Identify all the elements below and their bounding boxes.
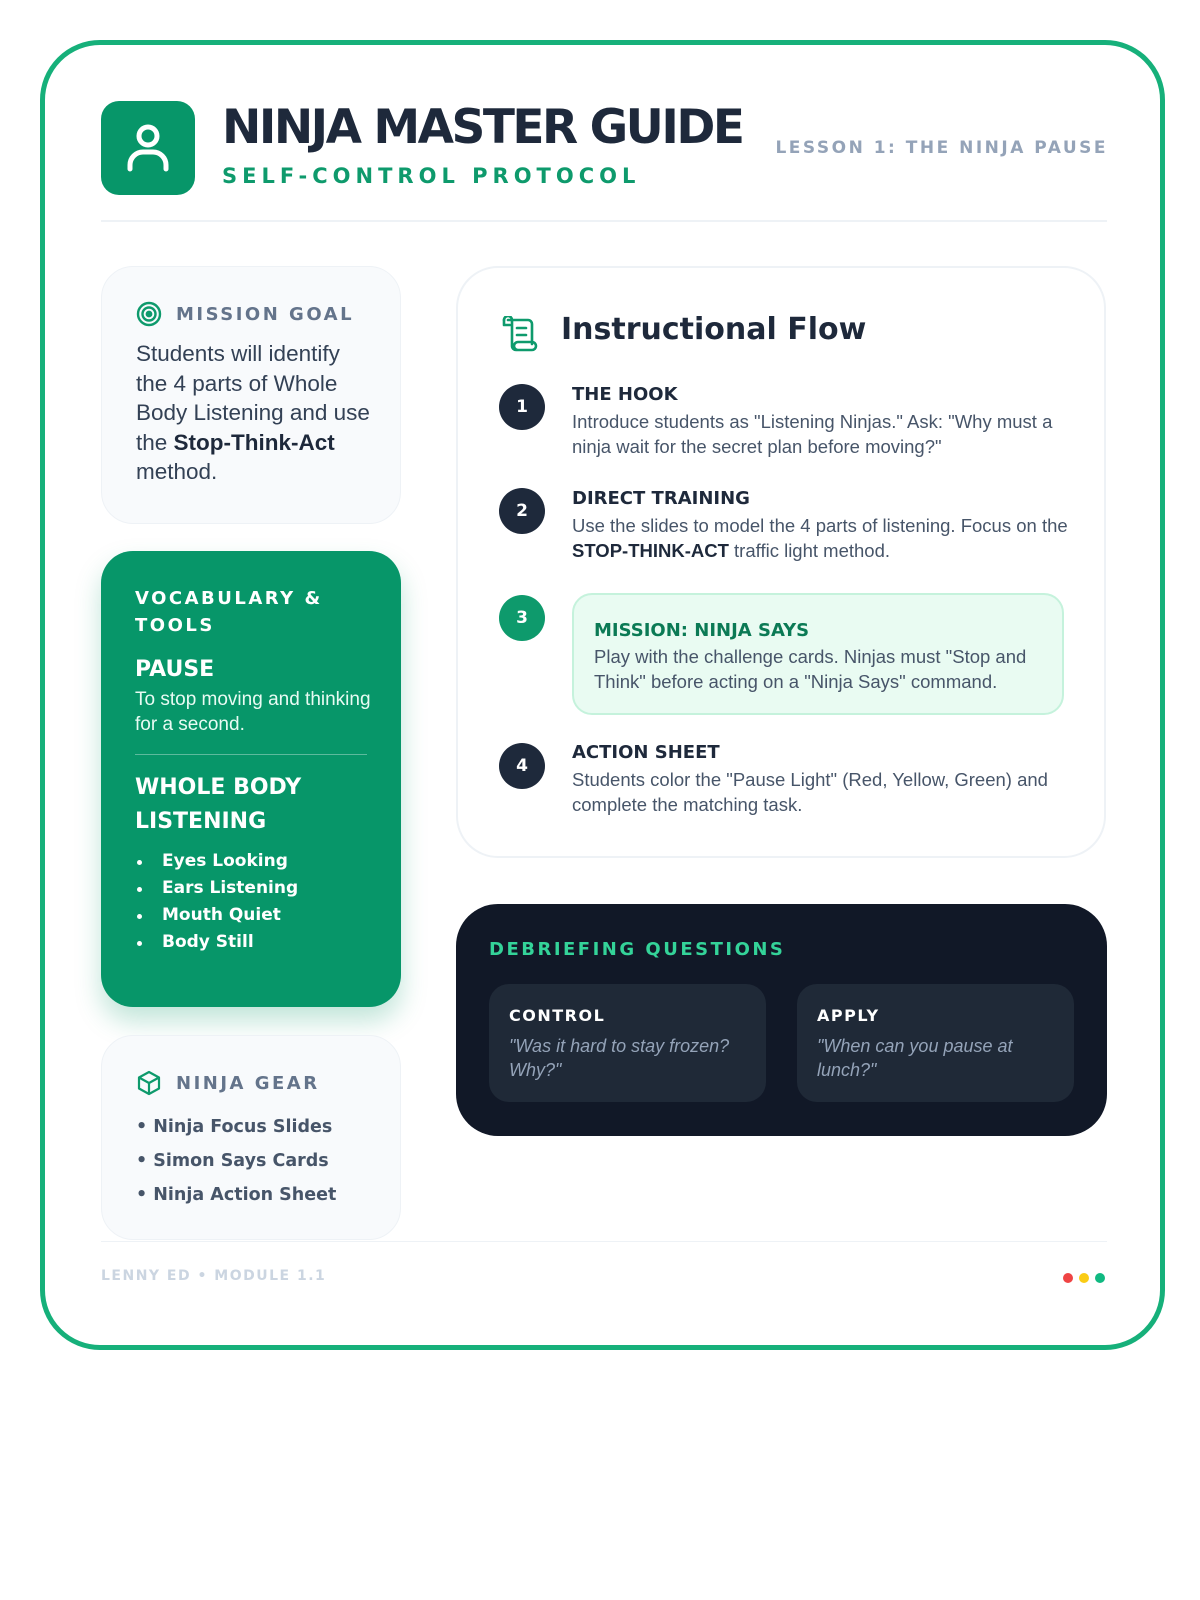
page-subtitle: SELF-CONTROL PROTOCOL bbox=[222, 164, 641, 188]
step-number: 4 bbox=[499, 743, 545, 789]
page-title: NINJA MASTER GUIDE bbox=[222, 100, 743, 155]
vocab-term-whole-body-listening: WHOLE BODY LISTENING bbox=[135, 775, 302, 834]
list-item: • Simon Says Cards bbox=[136, 1144, 336, 1178]
debriefing-card bbox=[456, 904, 1107, 1136]
footer-divider bbox=[101, 1241, 1107, 1242]
mission-goal-label: MISSION GOAL bbox=[176, 303, 355, 325]
highlighted-step bbox=[572, 593, 1064, 715]
list-item: • Ninja Focus Slides bbox=[136, 1110, 336, 1144]
list-item: Mouth Quiet bbox=[135, 902, 298, 929]
vocabulary-heading: VOCABULARY & TOOLS bbox=[135, 588, 323, 636]
mission-goal-heading bbox=[136, 301, 354, 327]
gear-list bbox=[136, 1110, 336, 1212]
instructional-flow-card bbox=[456, 266, 1106, 858]
step-title: THE HOOK bbox=[572, 384, 678, 405]
ninja-gear-heading bbox=[136, 1070, 320, 1096]
step-number: 1 bbox=[499, 384, 545, 430]
question-label: CONTROL bbox=[509, 1006, 606, 1025]
question-card-apply bbox=[797, 984, 1074, 1102]
vocab-definition-pause: To stop moving and thinking for a second. bbox=[135, 689, 371, 735]
step-description: Play with the challenge cards. Ninjas must "Stop and Think" before acting on a "Ninja Says" command. bbox=[594, 646, 1027, 692]
lesson-label: LESSON 1: THE NINJA PAUSE bbox=[775, 138, 1108, 158]
user-icon bbox=[125, 123, 171, 173]
debriefing-heading: DEBRIEFING QUESTIONS bbox=[489, 939, 786, 960]
step-title: MISSION: NINJA SAYS bbox=[594, 620, 810, 641]
red-dot bbox=[1063, 1273, 1073, 1283]
ninja-gear-label: NINJA GEAR bbox=[176, 1072, 320, 1094]
traffic-light-dots bbox=[1063, 1273, 1105, 1283]
mission-goal-text: Students will identify the 4 parts of Whole Body Listening and use the Stop-Think-Act method. bbox=[136, 341, 370, 484]
vocabulary-card bbox=[101, 551, 401, 1007]
list-item: Ears Listening bbox=[135, 875, 298, 902]
ninja-gear-card bbox=[101, 1035, 401, 1240]
question-card-control bbox=[489, 984, 766, 1102]
mission-goal-card bbox=[101, 266, 401, 524]
header-divider bbox=[101, 220, 1107, 222]
logo-badge bbox=[101, 101, 195, 195]
target-icon bbox=[136, 301, 162, 327]
step-title: ACTION SHEET bbox=[572, 742, 720, 763]
list-item: Eyes Looking bbox=[135, 848, 298, 875]
cube-icon bbox=[136, 1070, 162, 1096]
green-dot bbox=[1095, 1273, 1105, 1283]
list-item: • Ninja Action Sheet bbox=[136, 1178, 336, 1212]
step-title: DIRECT TRAINING bbox=[572, 488, 750, 509]
scroll-icon bbox=[500, 316, 538, 352]
step-description: Use the slides to model the 4 parts of listening. Focus on the STOP-THINK-ACT traffic light method. bbox=[572, 515, 1068, 561]
step-number: 3 bbox=[499, 595, 545, 641]
footer-label: LENNY ED • MODULE 1.1 bbox=[101, 1268, 327, 1284]
vocab-divider bbox=[135, 754, 367, 755]
vocab-term-pause: PAUSE bbox=[135, 657, 215, 682]
list-item: Body Still bbox=[135, 929, 298, 956]
question-text: "When can you pause at lunch?" bbox=[817, 1036, 1013, 1080]
question-label: APPLY bbox=[817, 1006, 880, 1025]
question-text: "Was it hard to stay frozen? Why?" bbox=[509, 1036, 730, 1080]
step-description: Students color the "Pause Light" (Red, Yellow, Green) and complete the matching task. bbox=[572, 769, 1048, 815]
listening-parts-list bbox=[135, 848, 298, 956]
step-description: Introduce students as "Listening Ninjas." Ask: "Why must a ninja wait for the secret plan before moving?" bbox=[572, 411, 1053, 457]
yellow-dot bbox=[1079, 1273, 1089, 1283]
instructional-flow-title: Instructional Flow bbox=[561, 312, 867, 347]
step-number: 2 bbox=[499, 488, 545, 534]
